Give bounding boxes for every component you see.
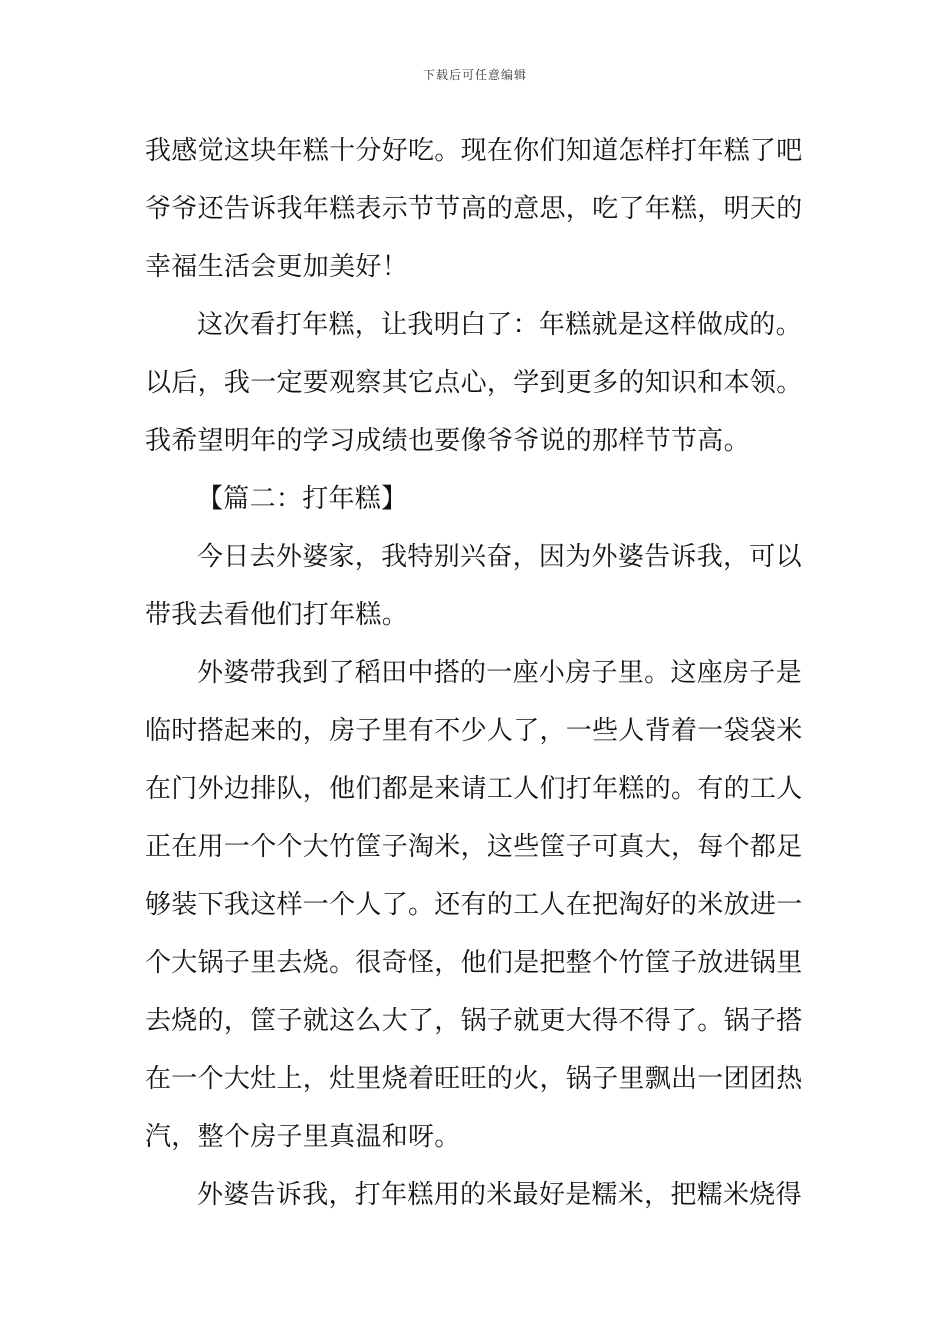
text-line: 外婆带我到了稻田中搭的一座小房子里。这座房子是 [197,658,802,688]
text-line: 带我去看他们打年糕。 [145,600,409,630]
text-line: 正在用一个个大竹筐子淘米，这些筐子可真大，每个都足 [145,832,803,862]
text-line: 爷爷还告诉我年糕表示节节高的意思，吃了年糕，明天的 [145,194,803,224]
text-line: 个大锅子里去烧。很奇怪，他们是把整个竹筐子放进锅里 [145,948,803,978]
text-line: 今日去外婆家，我特别兴奋，因为外婆告诉我，可以 [197,542,802,572]
text-line: 汽，整个房子里真温和呀。 [145,1122,461,1152]
section-title: 【篇二：打年糕】 [197,484,408,514]
text-line: 够装下我这样一个人了。还有的工人在把淘好的米放进一 [145,890,803,920]
text-line: 以后，我一定要观察其它点心，学到更多的知识和本领。 [145,368,803,398]
text-line: 我希望明年的学习成绩也要像爷爷说的那样节节高。 [145,426,750,456]
page-header: 下载后可任意编辑 [422,68,527,82]
text-line: 在门外边排队，他们都是来请工人们打年糕的。有的工人 [145,774,803,804]
text-line: 临时搭起来的，房子里有不少人了，一些人背着一袋袋米 [145,716,803,746]
text-line: 这次看打年糕，让我明白了：年糕就是这样做成的。 [197,310,802,340]
text-line: 外婆告诉我，打年糕用的米最好是糯米，把糯米烧得 [197,1180,802,1210]
text-line: 我感觉这块年糕十分好吃。现在你们知道怎样打年糕了吧 [145,136,803,166]
text-line: 去烧的，筐子就这么大了，锅子就更大得不得了。锅子搭 [145,1006,803,1036]
text-line: 在一个大灶上，灶里烧着旺旺的火，锅子里飘出一团团热 [145,1064,803,1094]
text-line: 幸福生活会更加美好！ [145,252,409,282]
